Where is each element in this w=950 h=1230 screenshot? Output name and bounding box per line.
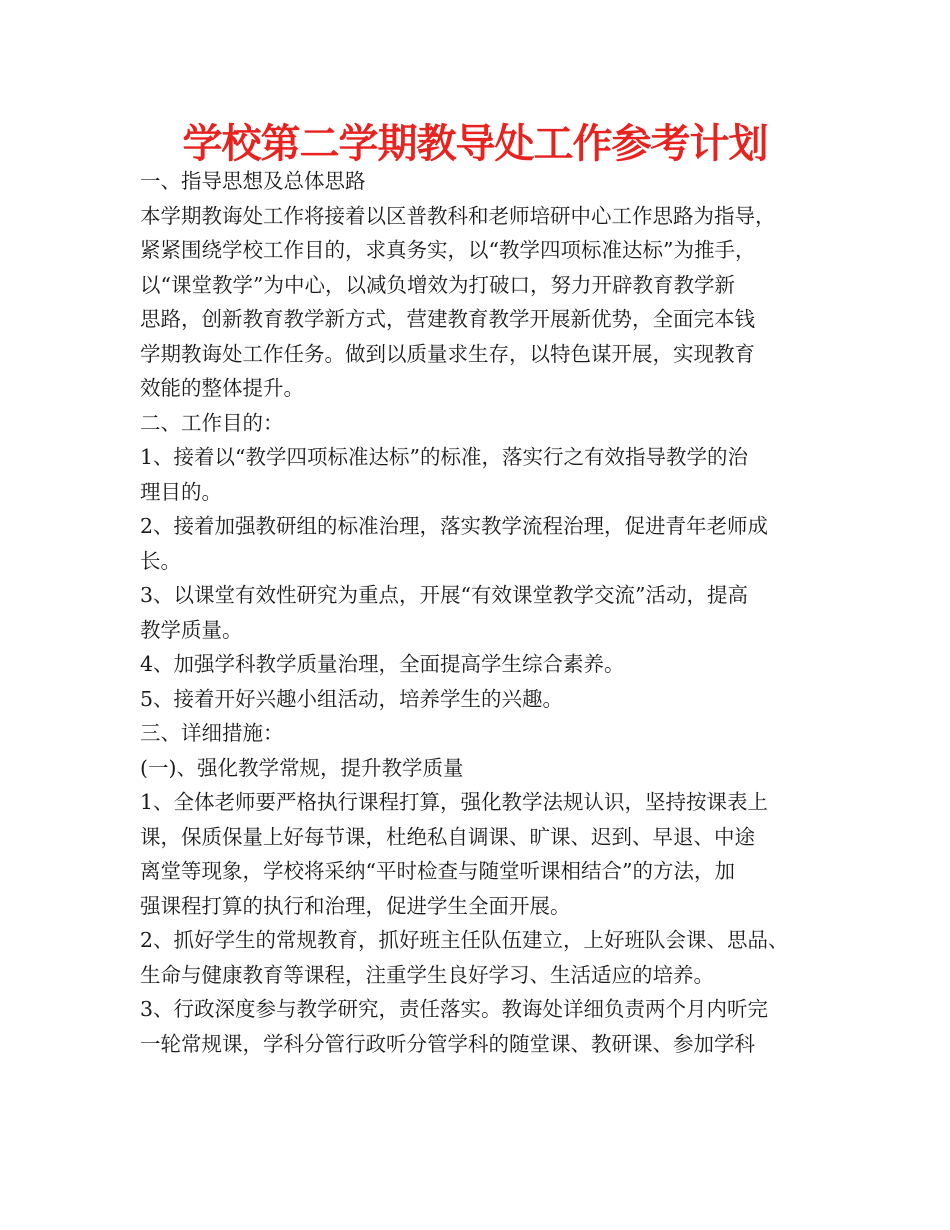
text-line: 本学期教诲处工作将接着以区普教科和老师培研中心工作思路为指导， — [140, 203, 776, 228]
text-line: 理目的。 — [140, 479, 222, 504]
text-line: 强课程打算的执行和治理，促进学生全面开展。 — [140, 893, 571, 918]
text-line: 课，保质保量上好每节课，杜绝私自调课、旷课、迟到、早退、中途 — [140, 824, 755, 849]
text-line: (一)、强化教学常规，提升教学质量 — [140, 755, 464, 780]
text-line: 一轮常规课，学科分管行政听分管学科的随堂课、教研课、参加学科 — [140, 1031, 755, 1056]
text-line: 一、指导思想及总体思路 — [140, 169, 366, 193]
document-body — [140, 164, 830, 1061]
text-line: 1、接着以“教学四项标准达标”的标准，落实行之有效指导教学的治 — [140, 445, 749, 469]
text-line: 以“课堂教学”为中心，以减负增效为打破口，努力开辟教育教学新 — [140, 272, 735, 297]
text-line: 学期教诲处工作任务。做到以质量求生存，以特色谋开展，实现教育 — [140, 341, 755, 366]
text-line: 离堂等现象，学校将采纳“平时检查与随堂听课相结合”的方法，加 — [140, 859, 735, 883]
document-title: 学校第二学期教导处工作参考计划 — [182, 121, 768, 167]
text-line: 紧紧围绕学校工作目的，求真务实，以“教学四项标准达标”为推手， — [140, 238, 756, 262]
text-line: 效能的整体提升。 — [140, 376, 304, 400]
text-line: 长。 — [140, 548, 181, 573]
text-line: 5、接着开好兴趣小组活动，培养学生的兴趣。 — [140, 686, 564, 711]
text-line: 2、抓好学生的常规教育，抓好班主任队伍建立，上好班队会课、思品、 — [140, 928, 789, 952]
text-line: 1、全体老师要严格执行课程打算，强化教学法规认识，坚持按课表上 — [140, 790, 769, 814]
text-line: 生命与健康教育等课程，注重学生良好学习、生活适应的培养。 — [140, 962, 714, 987]
text-line: 2、接着加强教研组的标准治理，落实教学流程治理，促进青年老师成 — [140, 514, 769, 538]
text-line: 3、行政深度参与教学研究，责任落实。教诲处详细负责两个月内听完 — [140, 997, 769, 1021]
text-line: 3、以课堂有效性研究为重点，开展“有效课堂教学交流”活动，提高 — [140, 583, 749, 607]
text-line: 4、加强学科教学质量治理，全面提高学生综合素养。 — [140, 652, 625, 676]
text-line: 二、工作目的： — [140, 410, 284, 435]
text-line: 教学质量。 — [140, 617, 243, 642]
text-line: 思路，创新教育教学新方式，营建教育教学开展新优势，全面完本钱 — [140, 307, 755, 331]
text-line: 三、详细措施： — [140, 721, 284, 745]
